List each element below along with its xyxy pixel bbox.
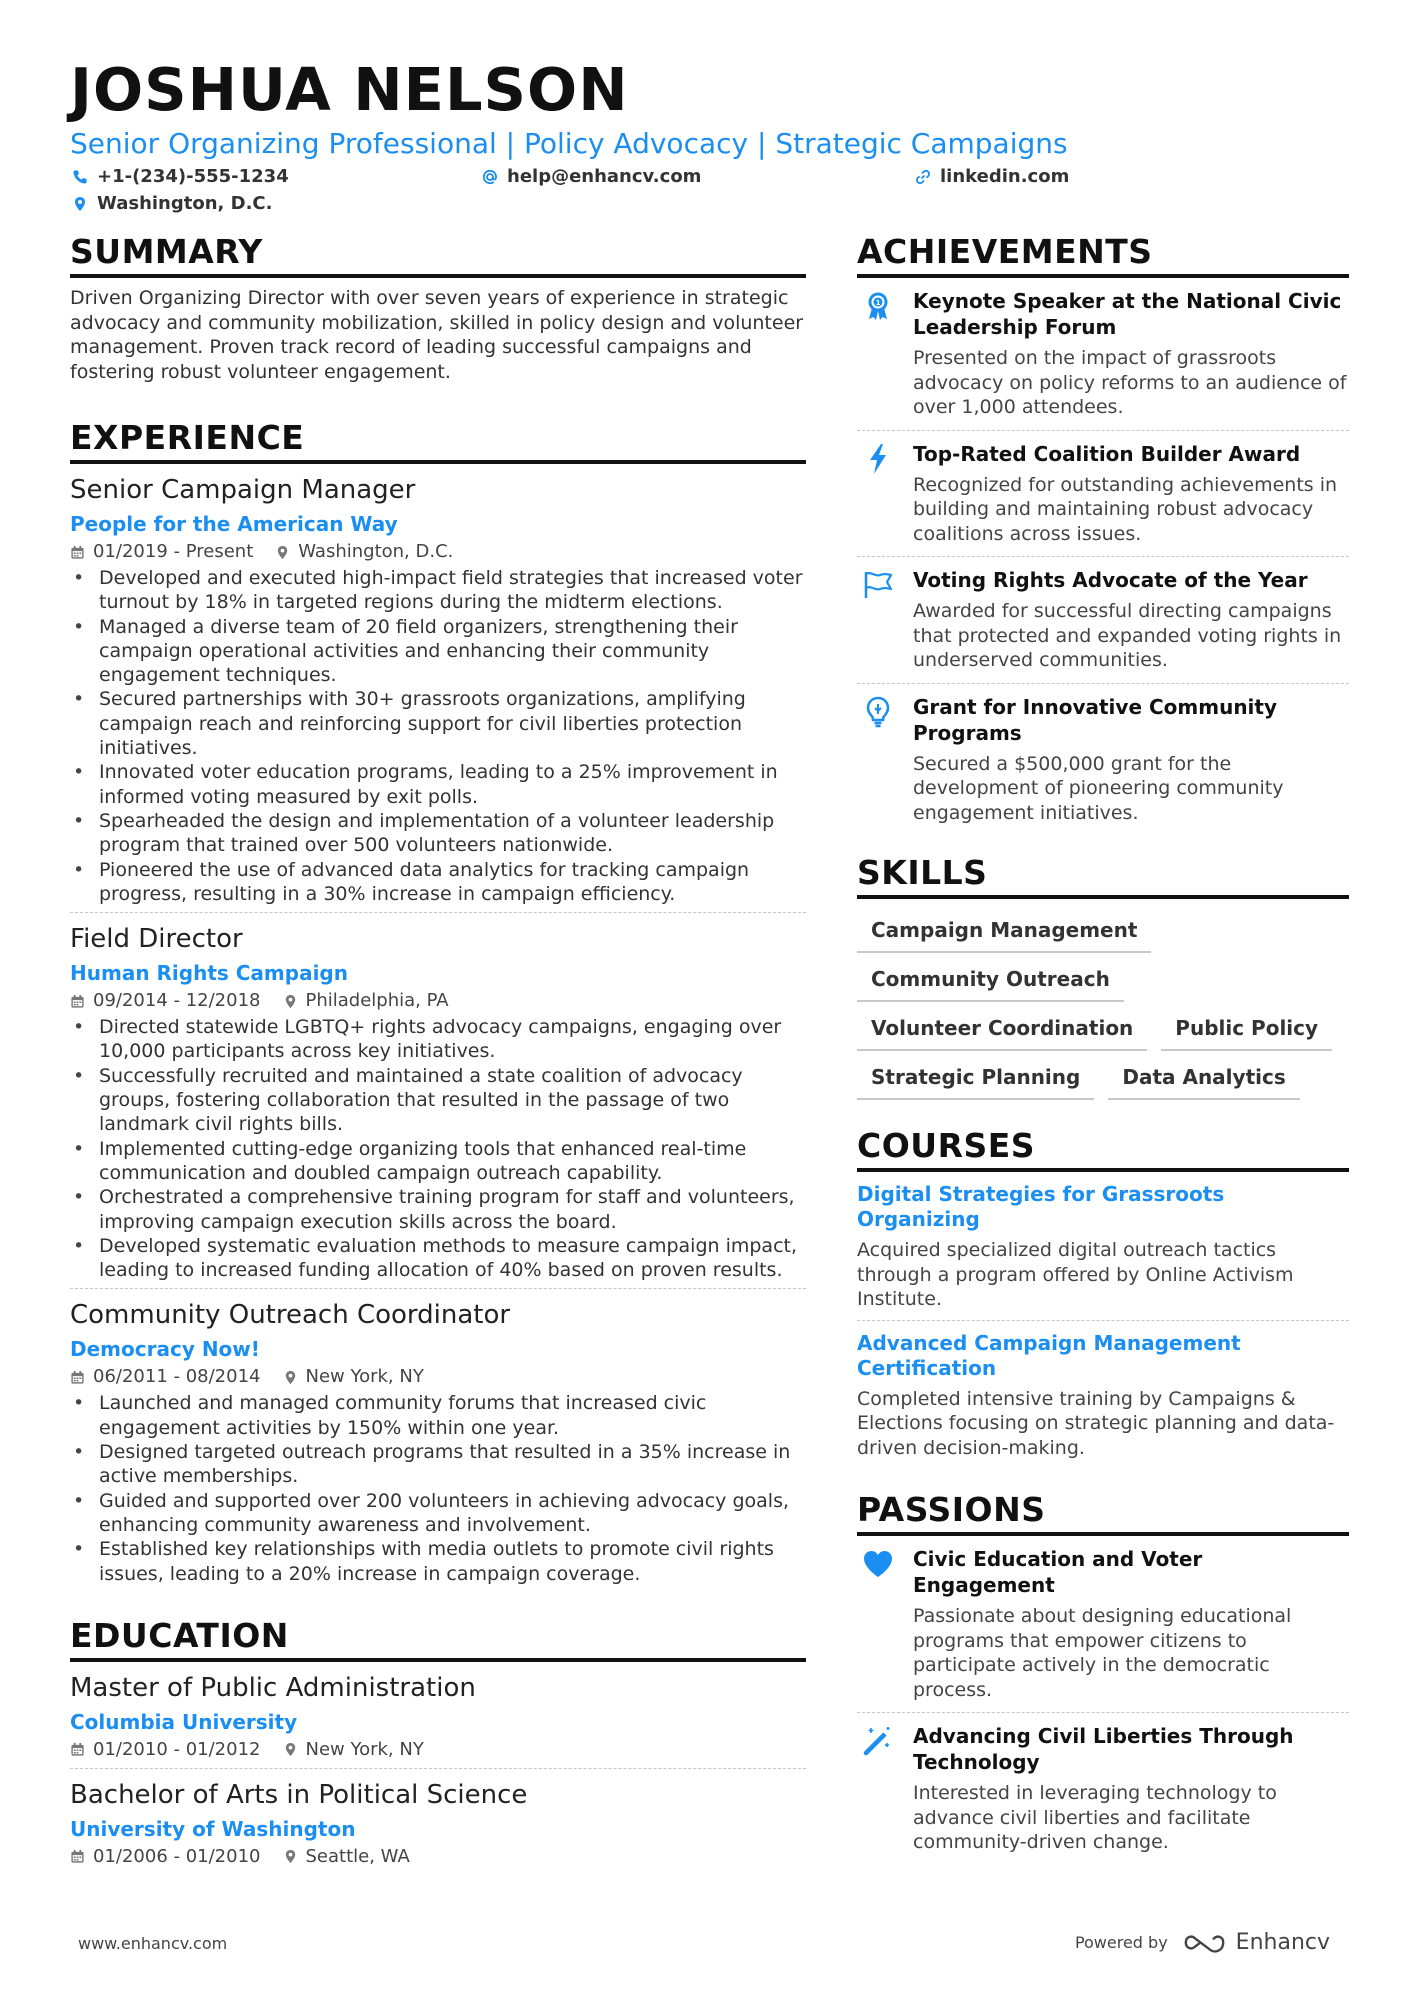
education-dates-text: 01/2006 - 01/2010 [93,1845,261,1867]
bullet-item: • Managed a diverse team of 20 field organizers, strengthening their campaign operational activities and enhancing their community engagement techniques. [70,615,806,688]
achievement-title: Top-Rated Coalition Builder Award [913,441,1301,466]
achievement-item [857,278,1349,431]
job-location [275,540,453,564]
headline: Senior Organizing Professional | Policy Advocacy | Strategic Campaigns [70,127,1068,160]
education-title: EDUCATION [70,1616,806,1662]
summary-section [70,232,806,384]
job-entry [70,464,806,913]
job-dates-text: 09/2014 - 12/2018 [93,990,261,1012]
left-column [70,232,806,1875]
calendar-icon [70,1370,85,1385]
footer-url[interactable]: www.enhancv.com [78,1934,228,1953]
job-location-text: Washington, D.C. [298,541,454,562]
bullet-item: • Innovated voter education programs, leading to a 25% improvement in informed voting measured by exit polls. [70,760,806,809]
course-title: Digital Strategies for Grassroots Organizing [857,1182,1225,1231]
achievements-section [857,232,1349,835]
job-bullets [70,566,806,906]
skills-list [857,917,1349,1100]
svg-text:1: 1 [875,299,881,307]
contact-linkedin [915,166,1069,187]
contact-phone [72,166,289,187]
education-meta [70,1738,806,1762]
enhancv-logo-icon [1182,1930,1228,1955]
phone-text[interactable]: +1-(234)-555-1234 [97,166,289,187]
job-location-text: New York, NY [305,1366,424,1388]
phone-icon [72,169,88,185]
job-entry [70,913,806,1289]
company-name: People for the American Way [70,512,398,536]
linkedin-text[interactable]: linkedin.com [940,166,1070,187]
skill-tag: Strategic Planning [857,1064,1094,1100]
passion-desc: Passionate about designing educational programs that empower citizens to participate actively in the democratic process. [913,1605,1292,1701]
right-column [857,232,1349,1865]
job-location [283,1365,424,1389]
skill-tag: Volunteer Coordination [857,1015,1147,1051]
job-meta [70,540,806,564]
at-sign-icon [482,169,498,185]
job-location-text: Philadelphia, PA [305,990,449,1012]
passions-section [857,1490,1349,1865]
bullet-item: • Established key relationships with media outlets to promote civil rights issues, leading to a 20% increase in campaign coverage. [70,1537,806,1586]
bullet-item: • Pioneered the use of advanced data analytics for tracking campaign progress, resulting in a 30% increase in campaign efficiency. [70,858,806,907]
education-dates [70,1845,261,1869]
bullet-item: • Secured partnerships with 30+ grassroots organizations, amplifying campaign reach and reinforcing support for civil liberties protection initiatives. [70,687,806,760]
job-bullets [70,1015,806,1282]
achievement-desc: Awarded for successful directing campaigns that protected and expanded voting rights in underserved communities. [913,600,1342,671]
job-title: Community Outreach Coordinator [70,1300,511,1331]
achievement-desc: Secured a $500,000 grant for the development of pioneering community engagement initiatives. [913,752,1284,824]
map-pin-icon [283,1849,298,1864]
bullet-item: • Guided and supported over 200 volunteers in achieving advocacy goals, enhancing community awareness and involvement. [70,1489,806,1538]
map-pin-icon [283,1370,298,1385]
link-icon [915,169,931,185]
location-text: Washington, D.C. [97,193,273,214]
passion-desc: Interested in leveraging technology to advance civil liberties and facilitate community-driven change. [913,1782,1277,1853]
achievement-title: Keynote Speaker at the National Civic Leadership Forum [913,289,1342,339]
job-dates-text: 01/2019 - Present [93,541,254,562]
contact-location [72,193,272,214]
education-dates-text: 01/2010 - 01/2012 [93,1738,261,1760]
passion-item [857,1536,1349,1713]
contact-email [482,166,701,187]
experience-section [70,418,806,1592]
bullet-item: • Developed systematic evaluation methods to measure campaign impact, leading to increased funding allocation of 40% based on proven results. [70,1234,806,1283]
education-location [283,1845,410,1869]
passion-title: Civic Education and Voter Engagement [913,1547,1203,1597]
brand-logo[interactable] [1182,1930,1330,1955]
education-entry [70,1769,806,1875]
bullet-item: • Successfully recruited and maintained a state coalition of advocacy groups, fostering collaboration that resulted in the passage of two landmark civil rights bills. [70,1064,806,1137]
job-bullets [70,1391,806,1585]
passion-item [857,1713,1349,1865]
summary-title: SUMMARY [70,232,806,278]
page-footer [0,1930,1410,1960]
achievement-desc: Recognized for outstanding achievements in building and maintaining robust advocacy coalitions across issues. [913,473,1338,545]
lightbulb-icon [862,696,894,728]
powered-by-text: Powered by [1074,1933,1168,1952]
job-title: Field Director [70,924,243,955]
achievement-item [857,431,1349,558]
education-dates [70,1738,261,1762]
bullet-item: • Launched and managed community forums that increased civic engagement activities by 150% within one year. [70,1391,806,1440]
course-desc: Completed intensive training by Campaigns & Elections focusing on strategic planning and data-driven decision-making. [857,1387,1335,1459]
skills-title: SKILLS [857,853,1349,899]
education-meta [70,1845,806,1869]
bullet-item: • Developed and executed high-impact field strategies that increased voter turnout by 18% in targeted regions during the midterm elections. [70,566,806,615]
course-item [857,1172,1349,1321]
email-text[interactable]: help@enhancv.com [507,166,702,187]
education-entry [70,1662,806,1769]
skills-section [857,853,1349,1100]
courses-title: COURSES [857,1126,1349,1172]
bullet-item: • Orchestrated a comprehensive training program for staff and volunteers, improving campaign execution skills across the board. [70,1185,806,1234]
brand-name: Enhancv [1235,1930,1330,1955]
bullet-item: • Spearheaded the design and implementation of a volunteer leadership program that trained over 500 volunteers nationwide. [70,809,806,858]
experience-title: EXPERIENCE [70,418,806,464]
calendar-icon [70,545,85,560]
school-name: University of Washington [70,1816,356,1841]
education-section [70,1616,806,1875]
skill-tag: Public Policy [1161,1015,1332,1051]
achievements-title: ACHIEVEMENTS [857,232,1349,278]
achievement-title: Grant for Innovative Community Programs [913,694,1278,745]
job-location [283,989,449,1013]
course-desc: Acquired specialized digital outreach tactics through a program offered by Online Activism Institute. [857,1239,1294,1310]
magic-wand-icon [862,1725,894,1757]
company-name: Human Rights Campaign [70,961,348,986]
course-item [857,1321,1349,1469]
bullet-item: • Implemented cutting-edge organizing tools that enhanced real-time communication and doubled campaign outreach capability. [70,1137,806,1186]
job-meta [70,989,806,1013]
award-ribbon-icon [862,290,894,322]
candidate-name: JOSHUA NELSON [70,55,629,124]
calendar-icon [70,1849,85,1864]
job-meta [70,1365,806,1389]
job-dates [70,540,253,564]
map-pin-icon [283,994,298,1009]
map-pin-icon [283,1742,298,1757]
job-dates-text: 06/2011 - 08/2014 [93,1366,261,1388]
summary-text: Driven Organizing Director with over seven years of experience in strategic advocacy and community mobilization, skilled in policy design and volunteer management. Proven track record of leading successful campaigns and fostering robust volunteer engagement. [70,287,804,383]
passion-title: Advancing Civil Liberties Through Technology [913,1724,1294,1774]
passions-title: PASSIONS [857,1490,1349,1536]
education-location-text: New York, NY [305,1738,424,1760]
achievement-title: Voting Rights Advocate of the Year [913,568,1308,592]
education-location-text: Seattle, WA [305,1845,410,1867]
job-entry [70,1289,806,1591]
achievement-item [857,557,1349,684]
school-name: Columbia University [70,1709,298,1734]
skill-tag: Data Analytics [1108,1064,1299,1100]
education-location [283,1738,424,1762]
calendar-icon [70,994,85,1009]
contact-info [70,166,1350,222]
job-title: Senior Campaign Manager [70,475,416,505]
map-pin-icon [72,196,88,212]
achievement-desc: Presented on the impact of grassroots advocacy on policy reforms to an audience of over 1,000 attendees. [913,347,1347,418]
map-pin-icon [275,545,290,560]
degree-title: Bachelor of Arts in Political Science [70,1779,528,1810]
job-dates [70,989,261,1013]
courses-section [857,1126,1349,1468]
course-title: Advanced Campaign Management Certification [857,1330,1241,1380]
company-name: Democracy Now! [70,1337,260,1362]
calendar-icon [70,1742,85,1757]
bullet-item: • Directed statewide LGBTQ+ rights advocacy campaigns, engaging over 10,000 participants across key initiatives. [70,1015,806,1064]
lightning-icon [862,443,894,475]
bullet-item: • Designed targeted outreach programs that resulted in a 35% increase in active memberships. [70,1440,806,1489]
powered-by [1075,1930,1330,1955]
job-dates [70,1365,261,1389]
flag-icon [862,569,894,601]
skill-tag: Campaign Management [857,917,1151,953]
achievement-item [857,684,1349,836]
degree-title: Master of Public Administration [70,1672,476,1703]
resume-header [70,56,1350,222]
skill-tag: Community Outreach [857,966,1124,1002]
heart-icon [862,1548,894,1580]
